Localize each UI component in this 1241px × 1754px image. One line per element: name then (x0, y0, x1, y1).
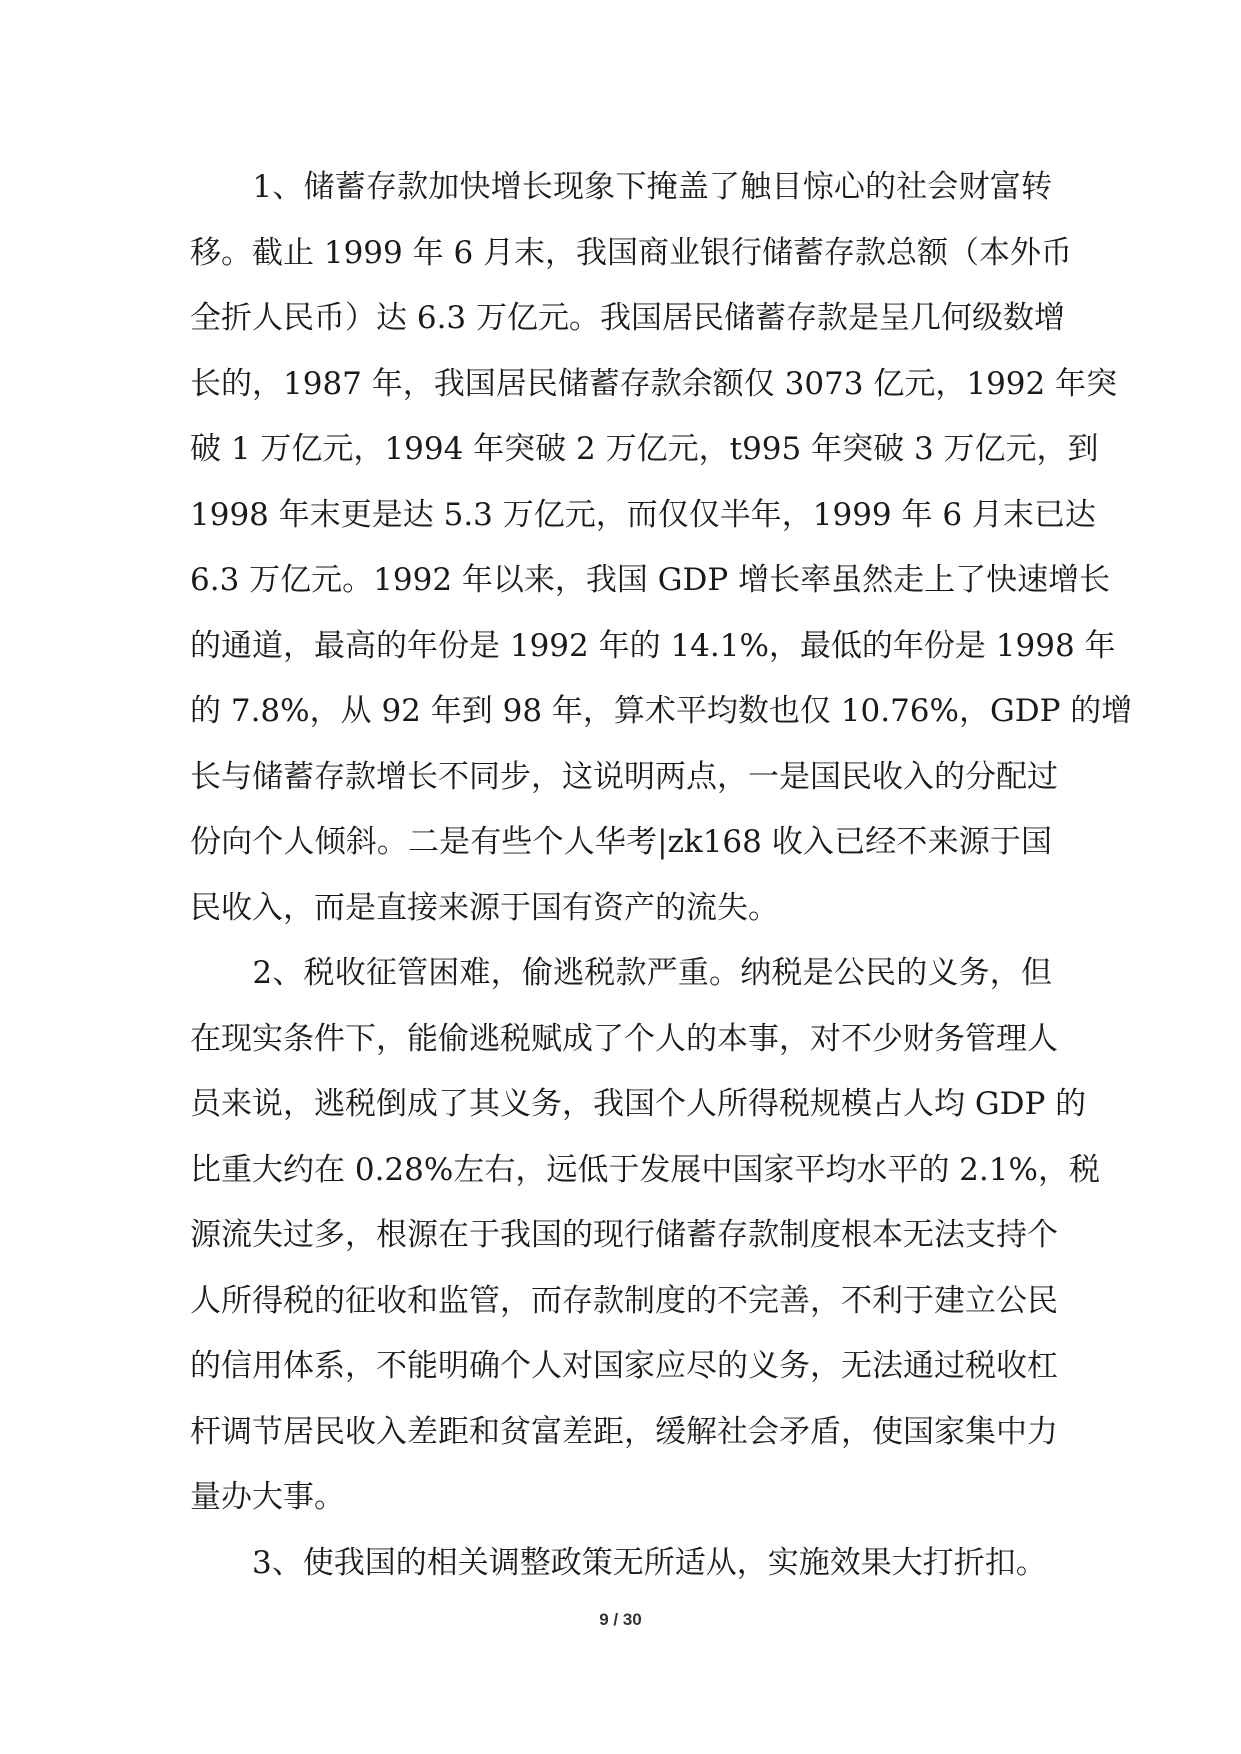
paragraph-3 (190, 1531, 1052, 1597)
paragraph-line: 破 1 万亿元，1994 年突破 2 万亿元，t995 年突破 3 万亿元，到 (190, 431, 1099, 467)
paragraph-line: 量办大事。 (190, 1479, 345, 1515)
document-body (190, 155, 1133, 1596)
paragraph-line: 长与储蓄存款增长不同步，这说明两点，一是国民收入的分配过 (190, 758, 1058, 795)
paragraph-line: 在现实条件下，能偷逃税赋成了个人的本事，对不少财务管理人 (190, 1020, 1058, 1057)
paragraph-line: 长的，1987 年，我国居民储蓄存款余额仅 3073 亿元，1992 年突 (190, 365, 1118, 402)
paragraph-line: 源流失过多，根源在于我国的现行储蓄存款制度根本无法支持个 (190, 1217, 1058, 1253)
paragraph-line: 的 7.8%，从 92 年到 98 年，算术平均数也仅 10.76%，GDP 的增 (190, 693, 1133, 729)
paragraph-line: 6.3 万亿元。1992 年以来，我国 GDP 增长率虽然走上了快速增长 (190, 562, 1111, 598)
paragraph-line: 全折人民币）达 6.3 万亿元。我国居民储蓄存款是呈几何级数增 (190, 300, 1066, 336)
page-number: 9 / 30 (599, 1610, 642, 1629)
paragraph-line: 移。截止 1999 年 6 月末，我国商业银行储蓄存款总额（本外币 (190, 234, 1073, 271)
paragraph-line: 人所得税的征收和监管，而存款制度的不完善，不利于建立公民 (190, 1282, 1058, 1319)
paragraph-line: 3、使我国的相关调整政策无所适从，实施效果大打折扣。 (190, 1544, 1047, 1581)
paragraph-line: 1998 年末更是达 5.3 万亿元，而仅仅半年，1999 年 6 月末已达 (190, 496, 1096, 533)
paragraph-line: 2、税收征管困难，偷逃税款严重。纳税是公民的义务，但 (190, 955, 1052, 991)
paragraph-line: 员来说，逃税倒成了其义务，我国个人所得税规模占人均 GDP 的 (190, 1086, 1087, 1122)
paragraph-line: 民收入，而是直接来源于国有资产的流失。 (190, 889, 779, 926)
paragraph-line: 的通道，最高的年份是 1992 年的 14.1%，最低的年份是 1998 年 (190, 627, 1116, 664)
paragraph-line: 的信用体系，不能明确个人对国家应尽的义务，无法通过税收杠 (190, 1348, 1058, 1384)
paragraph-1 (190, 155, 1133, 941)
paragraph-line: 份向个人倾斜。二是有些个人华考|zk168 收入已经不来源于国 (190, 824, 1052, 860)
paragraph-2 (190, 941, 1100, 1531)
paragraph-line: 杆调节居民收入差距和贫富差距，缓解社会矛盾，使国家集中力 (190, 1413, 1058, 1450)
paragraph-line: 1、储蓄存款加快增长现象下掩盖了触目惊心的社会财富转 (190, 169, 1052, 205)
paragraph-line: 比重大约在 0.28%左右，远低于发展中国家平均水平的 2.1%，税 (190, 1151, 1100, 1188)
